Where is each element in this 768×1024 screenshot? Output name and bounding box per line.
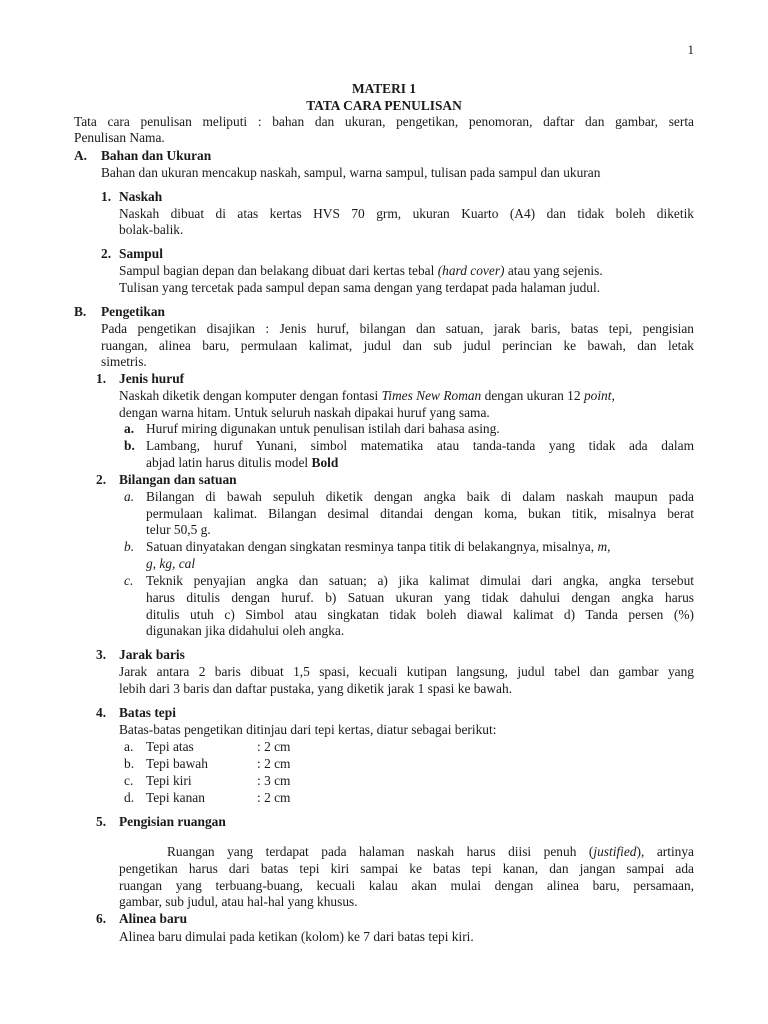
sampul-text-c: atau yang sejenis. — [507, 263, 603, 278]
bilangan-a-line-2: permulaan kalimat. Bilangan desimal ditandai dengan koma, bukan titik, misalnya berat — [146, 506, 694, 521]
document-subtitle: TATA CARA PENULISAN — [306, 98, 462, 113]
bilangan-b-line-2: g, kg, cal — [146, 556, 196, 571]
batas-row-letter: d. — [124, 790, 135, 805]
pengisian-line-1 — [167, 844, 694, 860]
jenis-huruf-b-text: abjad latin harus ditulis model — [146, 455, 309, 470]
document-title: MATERI 1 — [351, 81, 417, 96]
batas-row-label: Tepi atas — [146, 739, 194, 754]
section-a-desc: Bahan dan ukuran mencakup naskah, sampul, warna sampul, tulisan pada sampul dan ukuran — [101, 165, 601, 180]
jarak-title: Jarak baris — [119, 647, 185, 662]
page-number: 1 — [687, 42, 694, 57]
section-b-desc-3: simetris. — [101, 354, 147, 369]
pengisian-title: Pengisian ruangan — [119, 814, 226, 829]
section-b-desc-2: ruangan, alinea baru, permulaan kalimat, judul dan sub judul perincian ke bawah, dan letak — [101, 338, 694, 353]
alinea-number: 6. — [96, 911, 107, 926]
bilangan-b-letter: b. — [124, 539, 135, 554]
batas-row-value: : 3 cm — [257, 773, 291, 788]
jenis-huruf-a-text: Huruf miring digunakan untuk penulisan istilah dari bahasa asing. — [146, 421, 500, 436]
jenis-huruf-a-letter: a. — [124, 421, 135, 436]
batas-row-label: Tepi kiri — [146, 773, 192, 788]
jenis-huruf-font-name: Times New Roman — [381, 388, 482, 403]
section-b-heading: Pengetikan — [101, 304, 165, 319]
section-b-desc-1: Pada pengetikan disajikan : Jenis huruf, bilangan dan satuan, jarak baris, batas tepi, pengisian — [101, 321, 694, 336]
jarak-line-2: lebih dari 3 baris dan daftar pustaka, yang diketik jarak 1 spasi ke bawah. — [119, 681, 513, 696]
section-a-letter: A. — [74, 148, 88, 163]
batas-title: Batas tepi — [119, 705, 176, 720]
sampul-line-1 — [119, 263, 603, 279]
jenis-huruf-line-1 — [119, 388, 615, 404]
jenis-huruf-number: 1. — [96, 371, 107, 386]
pengisian-text-c: ), artinya — [636, 844, 695, 859]
bilangan-a-letter: a. — [124, 489, 135, 504]
batas-row-letter: b. — [124, 756, 135, 771]
bilangan-c-line-3: ditulis utuh c) Simbol atau singkatan tidak boleh diawal kalimat d) Tanda persen (%) — [146, 607, 694, 622]
intro-line-2: Penulisan Nama. — [74, 130, 165, 145]
batas-number: 4. — [96, 705, 107, 720]
bilangan-c-line-2: harus ditulis dengan huruf. b) Satuan ukuran yang tidak dahului dengan angka harus — [146, 590, 694, 605]
batas-row-value: : 2 cm — [257, 756, 291, 771]
alinea-text: Alinea baru dimulai pada ketikan (kolom) ke 7 dari batas tepi kiri. — [119, 929, 474, 944]
pengisian-text-a: Ruangan yang terdapat pada halaman naskah harus diisi penuh ( — [167, 844, 594, 859]
bilangan-c-line-4: digunakan jika didahului oleh angka. — [146, 623, 345, 638]
naskah-title: Naskah — [119, 189, 163, 204]
batas-row-value: : 2 cm — [257, 790, 291, 805]
batas-row-letter: c. — [124, 773, 134, 788]
jenis-huruf-b-line-2 — [146, 455, 338, 471]
bilangan-a-line-1: Bilangan di bawah sepuluh diketik dengan angka baik di dalam naskah maupun pada — [146, 489, 694, 504]
bilangan-c-line-1: Teknik penyajian angka dan satuan; a) jika kalimat dimulai dari angka, angka tersebut — [146, 573, 694, 588]
sampul-text-a: Sampul bagian depan dan belakang dibuat dari kertas tebal — [119, 263, 435, 278]
section-b-letter: B. — [74, 304, 87, 319]
bilangan-number: 2. — [96, 472, 107, 487]
pengisian-justified: justified — [593, 844, 637, 859]
bilangan-title: Bilangan dan satuan — [119, 472, 237, 487]
jarak-line-1: Jarak antara 2 baris dibuat 1,5 spasi, kecuali kutipan langsung, judul tabel dan gambar yang — [119, 664, 694, 679]
jarak-number: 3. — [96, 647, 107, 662]
jenis-huruf-text-a: Naskah diketik dengan komputer dengan fontasi — [119, 388, 379, 403]
jenis-huruf-b-line-1: Lambang, huruf Yunani, simbol matematika atau tanda-tanda yang tidak ada dalam — [146, 438, 694, 453]
bilangan-b-line-1 — [146, 539, 610, 555]
jenis-huruf-line-2: dengan warna hitam. Untuk seluruh naskah dipakai huruf yang sama. — [119, 405, 490, 420]
batas-row-letter: a. — [124, 739, 134, 754]
naskah-number: 1. — [101, 189, 112, 204]
sampul-text-italic: (hard cover) — [437, 263, 505, 278]
jenis-huruf-text-c: dengan ukuran 12 — [484, 388, 581, 403]
intro-line-1: Tata cara penulisan meliputi : bahan dan ukuran, pengetikan, penomoran, daftar dan gambar, serta — [74, 114, 694, 129]
bilangan-a-line-3: telur 50,5 g. — [146, 522, 211, 537]
pengisian-line-2: pengetikan harus dari batas tepi kiri sampai ke batas tepi kanan, dan jangan sampai ada — [119, 861, 694, 876]
section-a-heading: Bahan dan Ukuran — [101, 148, 212, 163]
jenis-huruf-point: point, — [583, 388, 615, 403]
sampul-number: 2. — [101, 246, 112, 261]
naskah-line-1: Naskah dibuat di atas kertas HVS 70 grm, ukuran Kuarto (A4) dan tidak boleh diketik — [119, 206, 694, 221]
pengisian-number: 5. — [96, 814, 107, 829]
pengisian-line-3: ruangan yang terbuang-buang, kecuali kalau akan mulai dengan alinea baru, persamaan, — [119, 878, 694, 893]
bilangan-b-text: Satuan dinyatakan dengan singkatan resminya tanpa titik di belakangnya, misalnya, — [146, 539, 595, 554]
bilangan-b-unit-m: m, — [597, 539, 611, 554]
batas-row-label: Tepi kanan — [146, 790, 205, 805]
naskah-line-2: bolak-balik. — [119, 222, 184, 237]
batas-row-value: : 2 cm — [257, 739, 291, 754]
jenis-huruf-bold-word: Bold — [311, 455, 339, 470]
bilangan-c-letter: c. — [124, 573, 134, 588]
pengisian-line-4: gambar, sub judul, atau hal-hal yang khusus. — [119, 894, 358, 909]
batas-desc: Batas-batas pengetikan ditinjau dari tepi kertas, diatur sebagai berikut: — [119, 722, 497, 737]
batas-row-label: Tepi bawah — [146, 756, 208, 771]
jenis-huruf-b-letter: b. — [124, 438, 135, 453]
alinea-title: Alinea baru — [119, 911, 188, 926]
sampul-line-2: Tulisan yang tercetak pada sampul depan sama dengan yang terdapat pada halaman judul. — [119, 280, 601, 295]
sampul-title: Sampul — [119, 246, 163, 261]
jenis-huruf-title: Jenis huruf — [119, 371, 185, 386]
